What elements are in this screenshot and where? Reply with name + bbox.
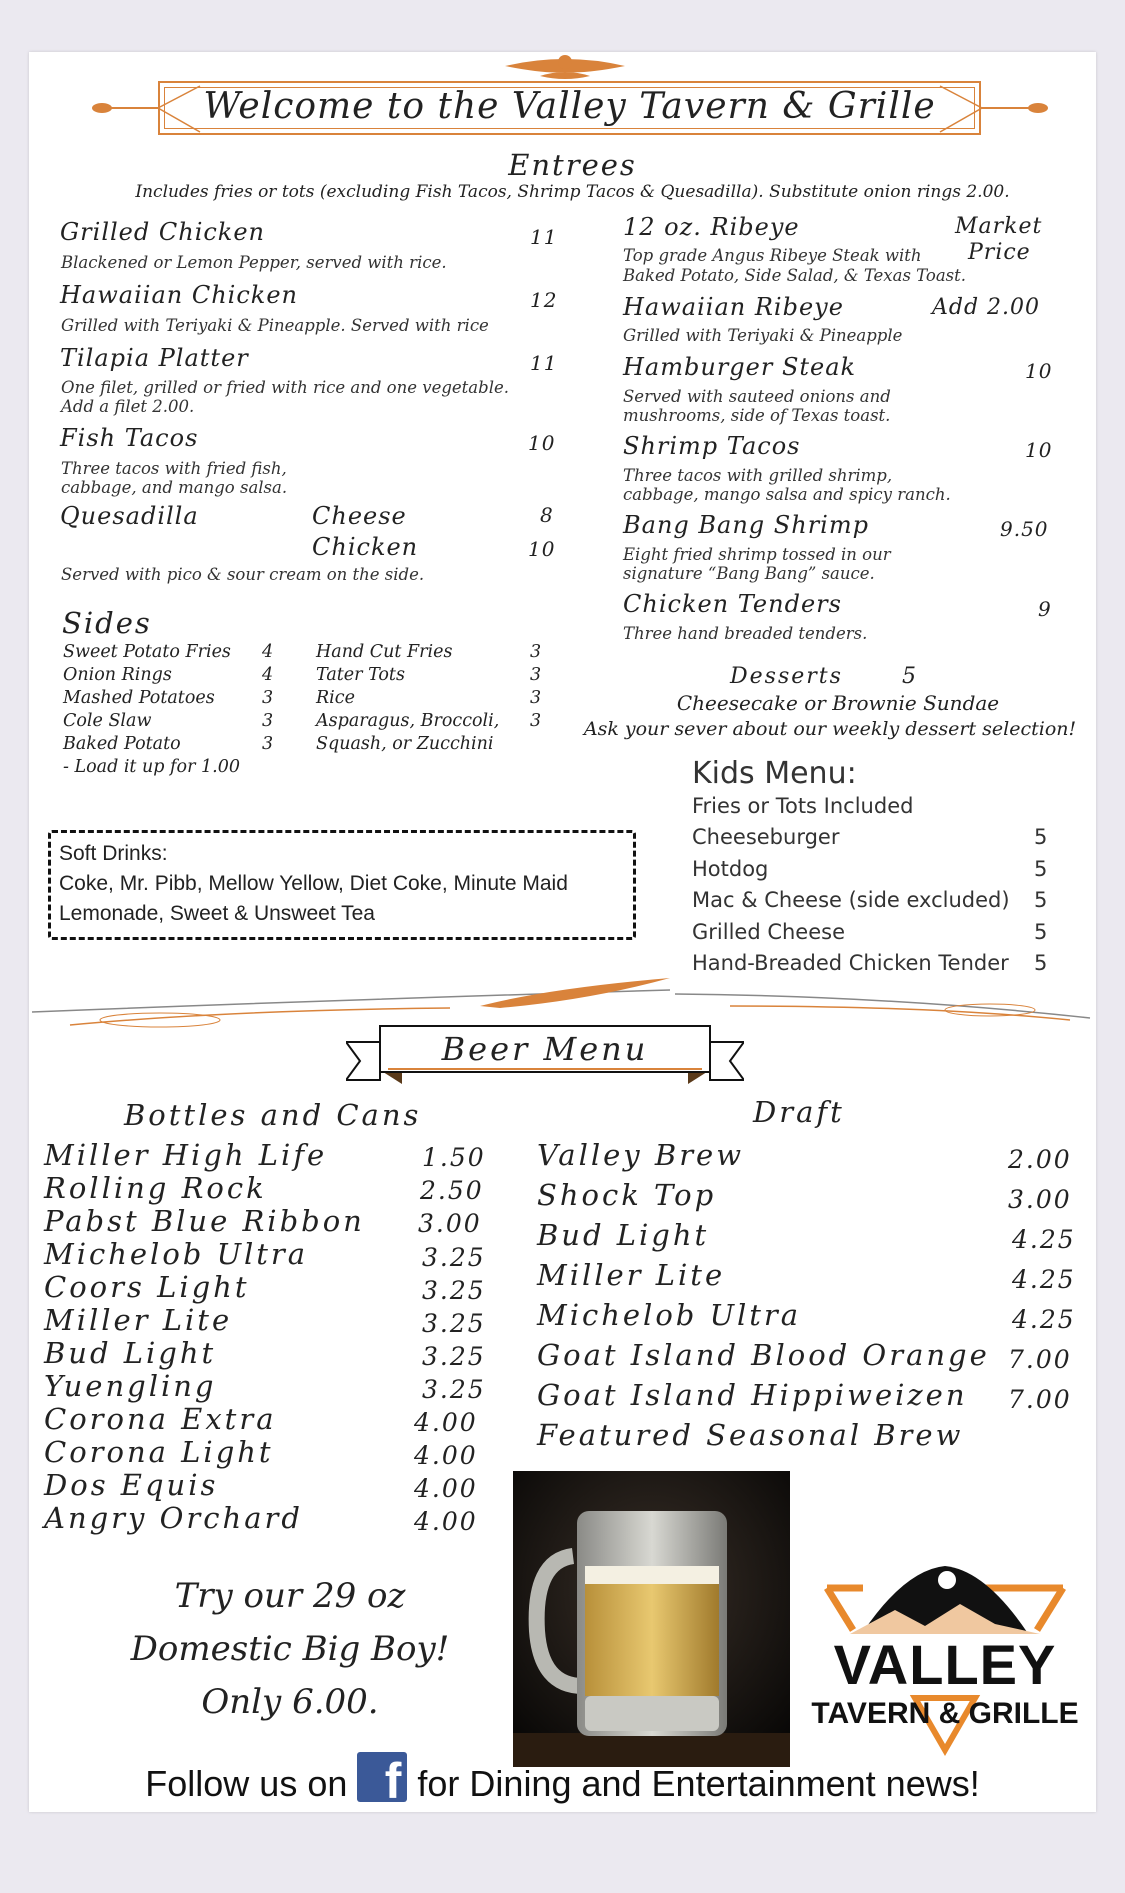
entree-price: 9 bbox=[1038, 597, 1052, 621]
side-item: Squash, or Zucchini bbox=[316, 734, 494, 754]
bottle-beer: Michelob Ultra bbox=[44, 1237, 309, 1271]
side-price: 4 bbox=[262, 665, 274, 685]
soft-drinks-line: Lemonade, Sweet & Unsweet Tea bbox=[59, 902, 375, 925]
side-item: Mashed Potatoes bbox=[63, 688, 215, 708]
side-item: Rice bbox=[316, 688, 355, 708]
promo-line: Try our 29 oz bbox=[174, 1576, 406, 1616]
soft-drinks-line: Coke, Mr. Pibb, Mellow Yellow, Diet Coke, Minute Maid bbox=[59, 872, 568, 895]
bottle-price: 3.25 bbox=[422, 1309, 486, 1338]
entree-name: 12 oz. Ribeye bbox=[623, 213, 800, 241]
bottle-price: 4.00 bbox=[414, 1408, 478, 1437]
kids-note: Fries or Tots Included bbox=[692, 794, 914, 818]
bottle-price: 3.25 bbox=[422, 1342, 486, 1371]
entree-price: 10 bbox=[1025, 359, 1053, 383]
entree-price: 11 bbox=[530, 351, 558, 375]
draft-beer: Featured Seasonal Brew bbox=[537, 1418, 964, 1452]
entrees-heading: Entrees bbox=[508, 148, 637, 182]
desserts-line: Ask your sever about our weekly dessert selection! bbox=[583, 718, 1077, 740]
side-item: Tater Tots bbox=[316, 665, 405, 685]
kids-price: 5 bbox=[1034, 825, 1048, 849]
bottle-price: 3.25 bbox=[422, 1375, 486, 1404]
draft-beer: Bud Light bbox=[537, 1218, 710, 1252]
bottle-price: 4.00 bbox=[414, 1507, 478, 1536]
draft-heading: Draft bbox=[753, 1095, 845, 1129]
bottle-price: 1.50 bbox=[422, 1143, 486, 1172]
facebook-icon[interactable]: f bbox=[357, 1752, 407, 1802]
kids-item: Grilled Cheese bbox=[692, 920, 846, 944]
desserts-heading: Desserts bbox=[730, 664, 843, 689]
entree-desc: Grilled with Teriyaki & Pineapple bbox=[623, 326, 903, 345]
kids-price: 5 bbox=[1034, 920, 1048, 944]
soft-drinks-title: Soft Drinks: bbox=[59, 842, 168, 865]
divider-swoosh bbox=[30, 970, 1100, 1030]
entrees-note: Includes fries or tots (excluding Fish Tacos, Shrimp Tacos & Quesadilla). Substitute onion rings 2.00. bbox=[135, 182, 1010, 202]
logo-subtitle: TAVERN & GRILLE bbox=[811, 1697, 1079, 1730]
bottle-beer: Dos Equis bbox=[44, 1468, 219, 1502]
bottle-beer: Miller Lite bbox=[44, 1303, 233, 1337]
desserts-line: Cheesecake or Brownie Sundae bbox=[676, 691, 1000, 715]
entree-desc: Eight fried shrimp tossed in our bbox=[623, 545, 891, 564]
promo-line: Only 6.00. bbox=[201, 1682, 379, 1722]
side-item: Hand Cut Fries bbox=[316, 642, 453, 662]
side-price: 3 bbox=[262, 711, 274, 731]
entree-price: 9.50 bbox=[1000, 517, 1049, 541]
side-item: - Load it up for 1.00 bbox=[63, 757, 240, 777]
draft-beer: Michelob Ultra bbox=[537, 1298, 802, 1332]
logo-wordmark: VALLEY bbox=[833, 1633, 1057, 1696]
side-price: 3 bbox=[530, 688, 542, 708]
draft-beer: Goat Island Blood Orange bbox=[537, 1338, 990, 1372]
quesadilla-name: Quesadilla bbox=[60, 502, 199, 530]
entree-desc: cabbage, mango salsa and spicy ranch. bbox=[623, 485, 951, 504]
bottle-price: 3.25 bbox=[422, 1243, 486, 1272]
entree-desc: signature “Bang Bang” sauce. bbox=[623, 564, 875, 583]
kids-price: 5 bbox=[1034, 951, 1048, 975]
entree-desc: Top grade Angus Ribeye Steak with bbox=[623, 246, 922, 265]
bottle-price: 4.00 bbox=[414, 1441, 478, 1470]
kids-item: Cheeseburger bbox=[692, 825, 840, 849]
draft-price: 4.25 bbox=[1012, 1225, 1076, 1254]
draft-price: 2.00 bbox=[1008, 1145, 1072, 1174]
entree-desc: Blackened or Lemon Pepper, served with rice. bbox=[61, 253, 447, 272]
bottle-beer: Corona Extra bbox=[44, 1402, 277, 1436]
page-title: Welcome to the Valley Tavern & Grille bbox=[203, 86, 936, 127]
draft-price: 7.00 bbox=[1008, 1385, 1072, 1414]
entree-desc: Three tacos with grilled shrimp, bbox=[623, 466, 893, 485]
entree-price: Price bbox=[968, 240, 1031, 265]
desserts-price: 5 bbox=[902, 664, 916, 689]
kids-item: Mac & Cheese (side excluded) bbox=[692, 888, 1010, 912]
quesadilla-price: 8 bbox=[540, 503, 554, 527]
footer-text: for Dining and Entertainment news! bbox=[417, 1763, 980, 1804]
quesadilla-option: Cheese bbox=[312, 502, 407, 530]
bottle-beer: Angry Orchard bbox=[44, 1501, 303, 1535]
bottles-heading: Bottles and Cans bbox=[124, 1098, 422, 1132]
entree-price: Market bbox=[955, 214, 1043, 239]
draft-beer: Miller Lite bbox=[537, 1258, 726, 1292]
side-item: Asparagus, Broccoli, bbox=[316, 711, 500, 731]
bottle-beer: Coors Light bbox=[44, 1270, 250, 1304]
beer-mug-photo bbox=[513, 1471, 790, 1767]
side-price: 3 bbox=[530, 665, 542, 685]
side-price: 3 bbox=[262, 688, 274, 708]
bottle-price: 3.00 bbox=[418, 1209, 482, 1238]
kids-heading: Kids Menu: bbox=[692, 756, 857, 791]
side-item: Baked Potato bbox=[63, 734, 181, 754]
side-price: 4 bbox=[262, 642, 274, 662]
entree-desc: Add a filet 2.00. bbox=[61, 397, 195, 416]
big-boy-promo bbox=[100, 1570, 480, 1729]
entree-price: 10 bbox=[528, 431, 556, 455]
draft-beer: Valley Brew bbox=[537, 1138, 745, 1172]
entree-name: Hamburger Steak bbox=[623, 353, 857, 381]
footer-text: Follow us on bbox=[145, 1763, 348, 1804]
entree-price: 11 bbox=[530, 225, 558, 249]
draft-price: 7.00 bbox=[1008, 1345, 1072, 1374]
entree-desc: One filet, grilled or fried with rice and one vegetable. bbox=[61, 378, 509, 397]
entree-desc: Baked Potato, Side Salad, & Texas Toast. bbox=[623, 266, 966, 285]
kids-item: Hand-Breaded Chicken Tender bbox=[692, 951, 1009, 975]
entree-desc: Three hand breaded tenders. bbox=[623, 624, 868, 643]
entree-desc: cabbage, and mango salsa. bbox=[61, 478, 288, 497]
bottle-price: 3.25 bbox=[422, 1276, 486, 1305]
entree-desc: mushrooms, side of Texas toast. bbox=[623, 406, 891, 425]
entree-name: Chicken Tenders bbox=[623, 590, 842, 618]
bottle-beer: Bud Light bbox=[44, 1336, 217, 1370]
beer-banner-title: Beer Menu bbox=[441, 1030, 649, 1068]
quesadilla-price: 10 bbox=[528, 537, 556, 561]
social-footer bbox=[0, 1752, 1125, 1805]
draft-price: 4.25 bbox=[1012, 1305, 1076, 1334]
quesadilla-option: Chicken bbox=[312, 533, 419, 561]
bottle-beer: Miller High Life bbox=[44, 1138, 328, 1172]
entree-name: Grilled Chicken bbox=[60, 218, 266, 246]
bottle-beer: Corona Light bbox=[44, 1435, 274, 1469]
entree-name: Hawaiian Chicken bbox=[60, 281, 298, 309]
sides-heading: Sides bbox=[62, 606, 152, 640]
entree-desc: Served with sauteed onions and bbox=[623, 387, 891, 406]
side-price: 3 bbox=[262, 734, 274, 754]
side-item: Cole Slaw bbox=[63, 711, 152, 731]
entree-desc: Grilled with Teriyaki & Pineapple. Served with rice bbox=[61, 316, 489, 335]
entree-name: Shrimp Tacos bbox=[623, 432, 801, 460]
soft-drinks-box bbox=[48, 830, 636, 940]
entree-name: Hawaiian Ribeye bbox=[623, 293, 844, 321]
entree-price: 10 bbox=[1025, 438, 1053, 462]
kids-price: 5 bbox=[1034, 888, 1048, 912]
entree-price: Add 2.00 bbox=[932, 295, 1041, 320]
kids-price: 5 bbox=[1034, 857, 1048, 881]
bottle-beer: Rolling Rock bbox=[44, 1171, 267, 1205]
bottle-price: 4.00 bbox=[414, 1474, 478, 1503]
bottle-beer: Pabst Blue Ribbon bbox=[44, 1204, 365, 1238]
side-price: 3 bbox=[530, 711, 542, 731]
side-item: Onion Rings bbox=[63, 665, 172, 685]
entree-name: Fish Tacos bbox=[60, 424, 199, 452]
kids-item: Hotdog bbox=[692, 857, 769, 881]
entree-price: 12 bbox=[530, 288, 558, 312]
draft-beer: Shock Top bbox=[537, 1178, 717, 1212]
draft-price: 3.00 bbox=[1008, 1185, 1072, 1214]
bottle-price: 2.50 bbox=[420, 1176, 484, 1205]
draft-beer: Goat Island Hippiweizen bbox=[537, 1378, 968, 1412]
entree-name: Bang Bang Shrimp bbox=[623, 511, 869, 539]
draft-price: 4.25 bbox=[1012, 1265, 1076, 1294]
promo-line: Domestic Big Boy! bbox=[130, 1629, 450, 1669]
side-price: 3 bbox=[530, 642, 542, 662]
side-item: Sweet Potato Fries bbox=[63, 642, 231, 662]
bottle-beer: Yuengling bbox=[44, 1369, 217, 1403]
entree-name: Tilapia Platter bbox=[60, 344, 249, 372]
quesadilla-desc: Served with pico & sour cream on the side. bbox=[61, 565, 425, 584]
entree-desc: Three tacos with fried fish, bbox=[61, 459, 287, 478]
